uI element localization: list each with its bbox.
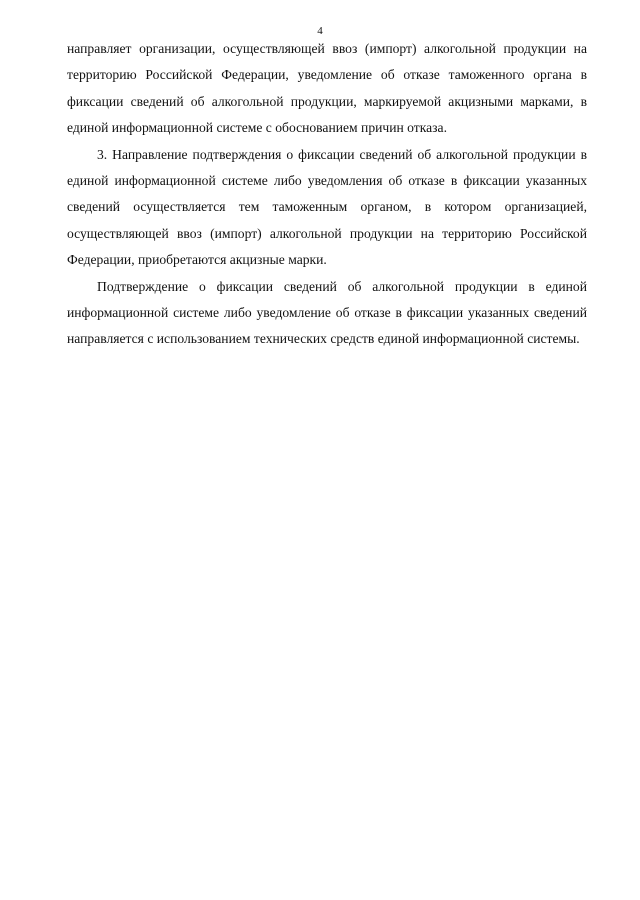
paragraph-continuation: направляет организации, осуществляющей ввоз (импорт) алкогольной продукции на территорию Российской Федерации, уведомление об отказе таможенного органа в фиксации сведений об алкогольной продукции, маркируемой акцизными марками, в единой информационной системе с обоснованием причин отказа.: [67, 41, 587, 136]
paragraph-item-3: 3. Направление подтверждения о фиксации сведений об алкогольной продукции в единой информационной системе либо уведомления об отказе в фиксации указанных сведений осуществляется тем таможенным органом, в котором организацией, осуществляющей ввоз (импорт) алкогольной продукции на территорию Российской Федерации, приобретаются акцизные марки.: [67, 146, 587, 268]
page-number: 4: [317, 25, 323, 37]
document-body: [67, 36, 587, 353]
paragraph-confirmation: Подтверждение о фиксации сведений об алкогольной продукции в единой информационной системе либо уведомление об отказе в фиксации указанных сведений направляется с использованием технических средств единой информационной системы.: [67, 278, 587, 347]
